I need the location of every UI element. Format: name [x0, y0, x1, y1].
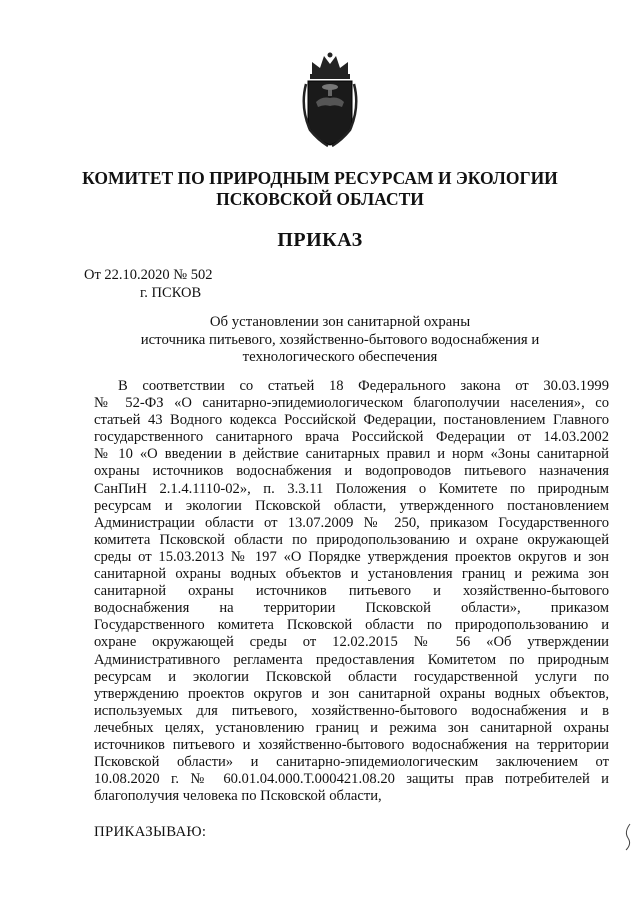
body-line: ресурсам и экологии Псковской области государственной услуги по: [94, 668, 609, 685]
body-line: среды от 15.03.2013 № 197 «О Порядке утверждения проектов округов и зон: [94, 548, 609, 565]
body-line: санитарной охраны водных объектов и установления границ и режима зон: [94, 566, 609, 583]
body-line: лечебных целях, установлению границ и режима зон санитарной охраны: [94, 719, 609, 736]
body-line: Псковской области» и санитарно-эпидемиологическим заключением от: [94, 754, 609, 771]
body-line: № 10 «О введении в действие санитарных правил и норм «Зоны санитарной: [94, 446, 609, 463]
body-line: утверждению проектов округов и зон санитарной охраны водных объектов,: [94, 685, 609, 702]
pskov-region-coat-of-arms-icon: [298, 52, 362, 148]
body-line: Администрации области от 13.07.2009 № 250, приказом Государственного: [94, 514, 609, 531]
order-city: г. ПСКОВ: [140, 285, 202, 301]
body-line: водоснабжения на территории Псковской области», приказом: [94, 600, 609, 617]
body-line: используемых для питьевого, хозяйственно-бытового водоснабжения и в: [94, 702, 609, 719]
title-line: источника питьевого, хозяйственно-бытового водоснабжения и: [140, 331, 540, 348]
scan-margin-mark: [620, 822, 634, 852]
title-line: Об установлении зон санитарной охраны: [209, 314, 471, 330]
order-preamble: [94, 378, 609, 805]
body-line: Административного регламента предоставления Комитетом по природным: [94, 651, 609, 668]
body-line: благополучия человека по Псковской области,: [94, 788, 382, 805]
body-line: СанПиН 2.1.4.1110-02», п. 3.3.11 Положения о Комитете по природным: [94, 480, 609, 497]
body-line: комитета Псковской области по природопользованию и охране окружающей: [94, 531, 609, 548]
body-line: 10.08.2020 г. № 60.01.04.000.Т.000421.08.20 защиты прав потребителей и: [94, 771, 609, 788]
body-line: В соответствии со статьей 18 Федерального закона от 30.03.1999: [118, 378, 609, 394]
order-title: [120, 314, 560, 367]
body-line: охране окружающей среды от 12.02.2015 № 56 «Об утверждении: [94, 634, 609, 651]
body-line: санитарной охраны источников питьевого и хозяйственно-бытового: [94, 583, 609, 600]
body-line: № 52-ФЗ «О санитарно-эпидемиологическом благополучии населения», со: [94, 395, 609, 412]
body-line: охраны источников водоснабжения и водопроводов питьевого назначения: [94, 463, 609, 480]
committee-name-line2: ПСКОВСКОЙ ОБЛАСТИ: [216, 189, 424, 209]
document-type: ПРИКАЗ: [277, 229, 363, 251]
body-line: статьей 43 Водного кодекса Российской Федерации, постановлением Главного: [94, 412, 609, 429]
order-date-number: От 22.10.2020 № 502: [84, 267, 213, 283]
order-directive-word: ПРИКАЗЫВАЮ:: [94, 824, 207, 840]
body-line: Государственного комитета Псковской области по природопользованию и: [94, 617, 609, 634]
title-line: технологического обеспечения: [242, 349, 438, 366]
body-line: государственного санитарного врача Российской Федерации от 14.03.2002: [94, 429, 609, 446]
body-line: источников питьевого и хозяйственно-бытового водоснабжения на территории: [94, 736, 609, 753]
body-line: ресурсам и экологии Псковской области, утвержденного постановлением: [94, 497, 609, 514]
committee-name-line1: КОМИТЕТ ПО ПРИРОДНЫМ РЕСУРСАМ И ЭКОЛОГИИ: [82, 168, 558, 188]
